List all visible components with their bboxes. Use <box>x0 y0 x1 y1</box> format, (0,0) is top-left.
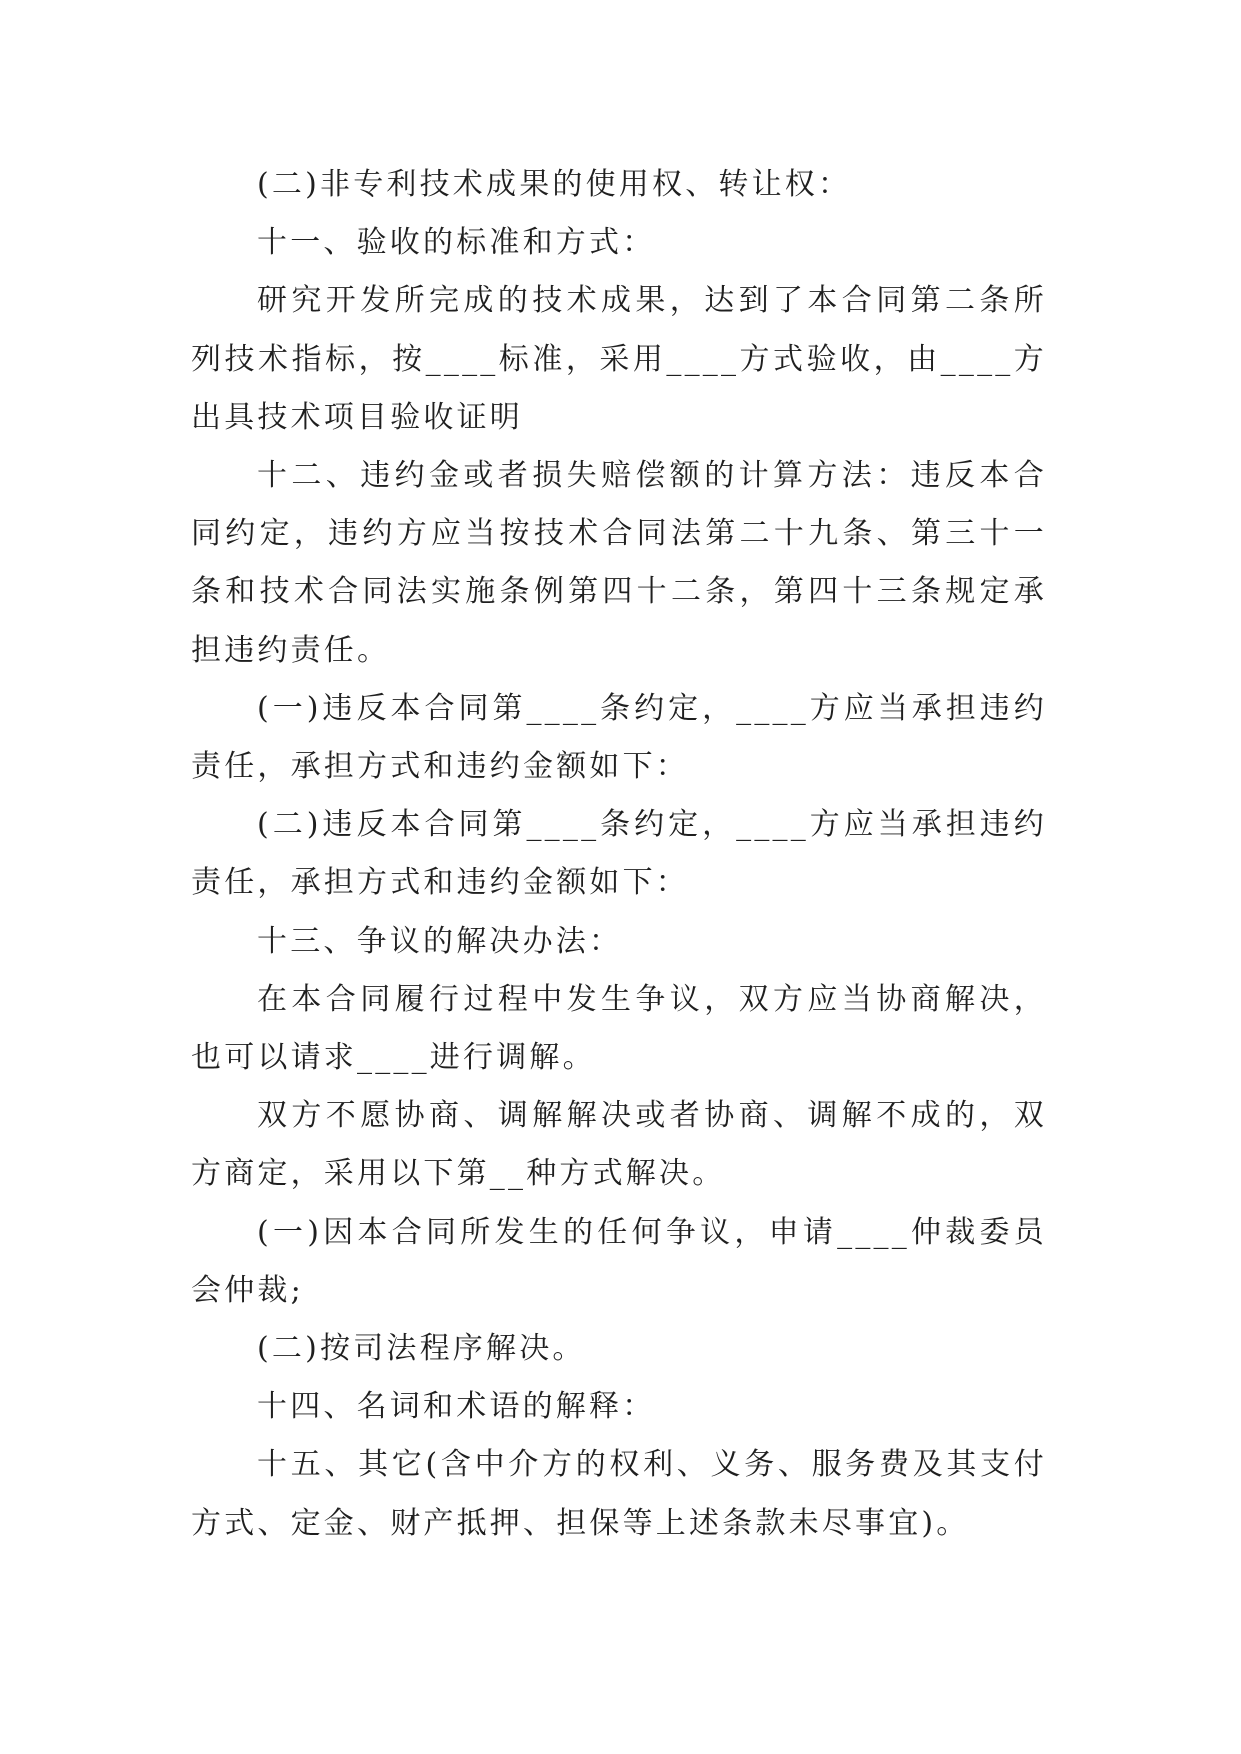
paragraph-section-15-other: 十五、其它(含中介方的权利、义务、服务费及其支付方式、定金、财产抵押、担保等上述条款未尽事宜)。 <box>191 1447 1047 1541</box>
paragraph-breach-item-2: (二)违反本合同第____条约定，____方应当承担违约责任，承担方式和违约金额如下： <box>191 807 1047 901</box>
paragraph-section-12-penalty: 十二、违约金或者损失赔偿额的计算方法：违反本合同约定，违约方应当按技术合同法第二十九条、第三十一条和技术合同法实施条例第四十二条，第四十三条规定承担违约责任。 <box>191 458 1047 668</box>
paragraph-section-13-heading: 十三、争议的解决办法： <box>257 923 623 959</box>
paragraph-section-11-heading: 十一、验收的标准和方式： <box>257 225 656 261</box>
paragraph-section-14-heading: 十四、名词和术语的解释： <box>257 1389 656 1425</box>
paragraph-resolution-choice: 双方不愿协商、调解解决或者协商、调解不成的，双方商定，采用以下第__种方式解决。 <box>191 1098 1047 1192</box>
paragraph-judicial: (二)按司法程序解决。 <box>257 1331 586 1367</box>
paragraph-acceptance-standard: 研究开发所完成的技术成果，达到了本合同第二条所列技术指标，按____标准，采用____方式验收，由____方出具技术项目验收证明 <box>191 283 1047 435</box>
paragraph-mediation: 在本合同履行过程中发生争议，双方应当协商解决，也可以请求____进行调解。 <box>191 981 1047 1076</box>
paragraph-nonpatent-rights: (二)非专利技术成果的使用权、转让权： <box>257 167 852 202</box>
paragraph-breach-item-1: (一)违反本合同第____条约定，____方应当承担违约责任，承担方式和违约金额如下： <box>191 690 1047 785</box>
document-body <box>191 156 1047 1553</box>
paragraph-arbitration: (一)因本合同所发生的任何争议，申请____仲裁委员会仲裁; <box>191 1214 1047 1308</box>
